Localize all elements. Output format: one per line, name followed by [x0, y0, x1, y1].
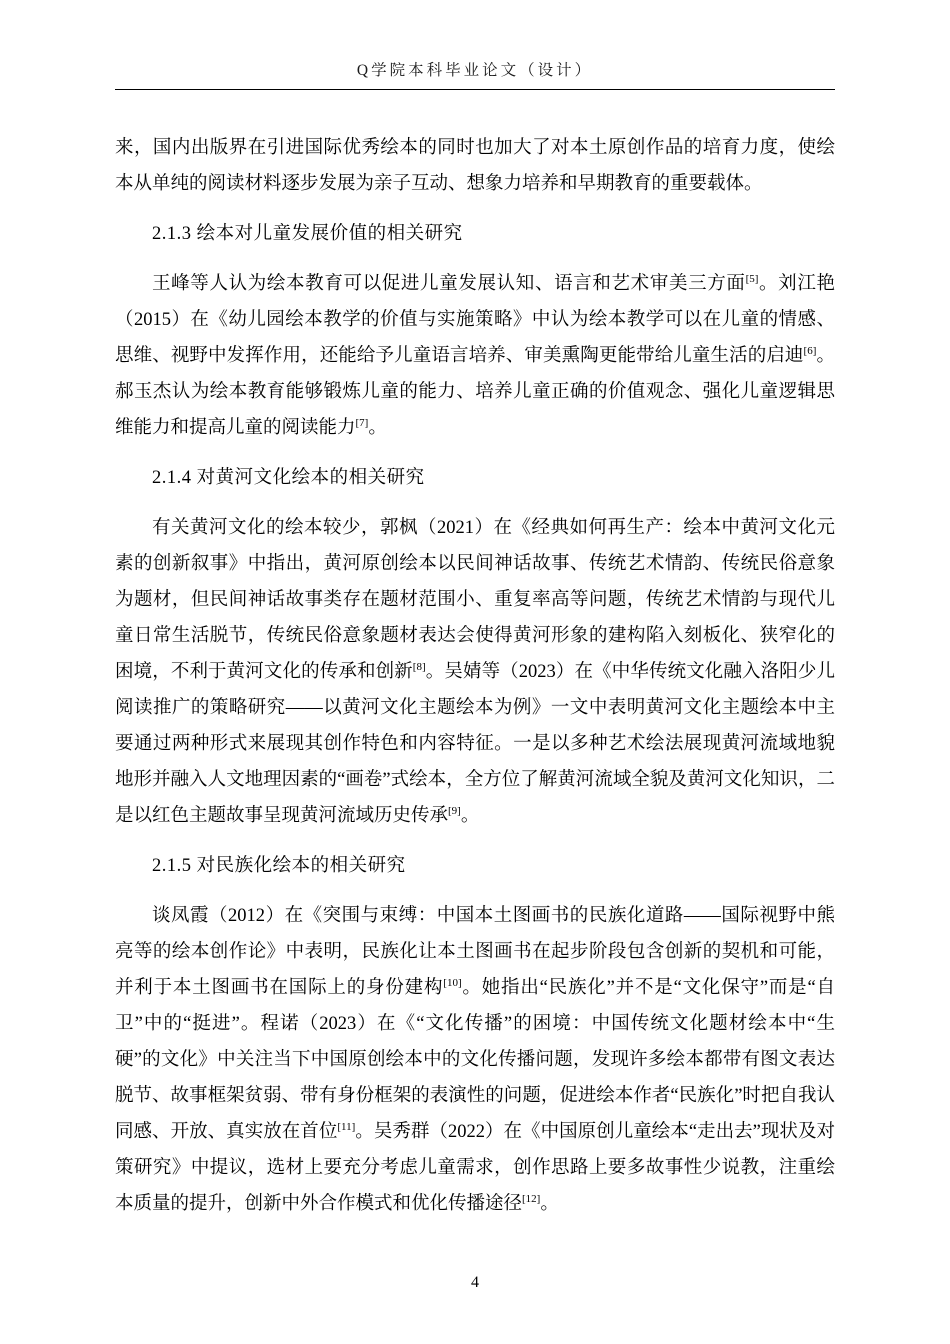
section-heading: 2.1.3 绘本对儿童发展价值的相关研究: [152, 224, 463, 244]
paragraph: [115, 898, 835, 1222]
text-run: 谈凤霞（2012）在《突围与束缚：中国本土图画书的民族化道路——国际视野中熊亮等的绘本创作论》中表明，民族化让本土图画书在起步阶段包含创新的契机和可能，并利于本土图画书在国际上的身份建构: [115, 906, 835, 998]
citation-ref: [10]: [443, 976, 462, 989]
text-run: 。刘江艳（2015）在《幼儿园绘本教学的价值与实施策略》中认为绘本教学可以在儿童的情感、思维、视野中发挥作用，还能给予儿童语言培养、审美熏陶更能带给儿童生活的启迪: [115, 274, 835, 366]
document-body: [115, 130, 835, 1222]
text-run: 。她指出“民族化”并不是“文化保守”而是“自卫”中的“挺进”。程诺（2023）在《“文化传播”的困境：中国传统文化题材绘本中“生硬”的文化》中关注当下中国原创绘本中的文化传播问题，发现许多绘本都带有图文表达脱节、故事框架贫弱、带有身份框架的表演性的问题，促进绘本作者“民族化”时把自我认同感、开放、真实放在首位: [115, 978, 835, 1142]
text-run: 。吴婧等（2023）在《中华传统文化融入洛阳少儿阅读推广的策略研究——以黄河文化主题绘本为例》一文中表明黄河文化主题绘本中主要通过两种形式来展现其创作特色和内容特征。一是以多种艺术绘法展现黄河流域地貌地形并融入人文地理因素的“画卷”式绘本，全方位了解黄河流域全貌及黄河文化知识，二是以红色主题故事呈现黄河流域历史传承: [115, 662, 835, 826]
text-run: 有关黄河文化的绘本较少，郭枫（2021）在《经典如何再生产：绘本中黄河文化元素的创新叙事》中指出，黄河原创绘本以民间神话故事、传统艺术情韵、传统民俗意象为题材，但民间神话故事类存在题材范围小、重复率高等问题，传统艺术情韵与现代儿童日常生活脱节，传统民俗意象题材表达会使得黄河形象的建构陷入刻板化、狭窄化的困境，不利于黄河文化的传承和创新: [115, 518, 835, 682]
citation-ref: [8]: [412, 660, 426, 673]
citation-ref: [9]: [448, 804, 461, 817]
text-run: 。: [368, 418, 387, 438]
citation-ref: [5]: [745, 272, 759, 285]
text-run: 。吴秀群（2022）在《中国原创儿童绘本“走出去”现状及对策研究》中提议，选材上要充分考虑儿童需求，创作思路上要多故事性少说教，注重绘本质量的提升，创新中外合作模式和优化传播途径: [115, 1122, 835, 1214]
paragraph: [115, 510, 835, 834]
page-header: [115, 58, 835, 90]
page-footer: [0, 1274, 950, 1292]
header-title: Q学院本科毕业论文（设计）: [356, 62, 594, 79]
text-run: 。郝玉杰认为绘本教育能够锻炼儿童的能力、培养儿童正确的价值观念、强化儿童逻辑思维能力和提高儿童的阅读能力: [115, 346, 835, 438]
page-number: 4: [471, 1274, 479, 1291]
text-run: 。: [540, 1194, 559, 1214]
text-run: 王峰等人认为绘本教育可以促进儿童发展认知、语言和艺术审美三方面: [152, 274, 746, 294]
citation-ref: [6]: [803, 344, 817, 357]
text-run: 来，国内出版界在引进国际优秀绘本的同时也加大了对本土原创作品的培育力度，使绘本从单纯的阅读材料逐步发展为亲子互动、想象力培养和早期教育的重要载体。: [115, 138, 835, 194]
paragraph: [115, 130, 835, 202]
paragraph: [115, 266, 835, 446]
section-heading: 2.1.5 对民族化绘本的相关研究: [152, 856, 406, 876]
citation-ref: [7]: [355, 416, 369, 429]
text-run: 。: [460, 806, 480, 826]
citation-ref: [11]: [337, 1120, 356, 1133]
citation-ref: [12]: [522, 1192, 541, 1205]
section-heading: 2.1.4 对黄河文化绘本的相关研究: [152, 468, 425, 488]
